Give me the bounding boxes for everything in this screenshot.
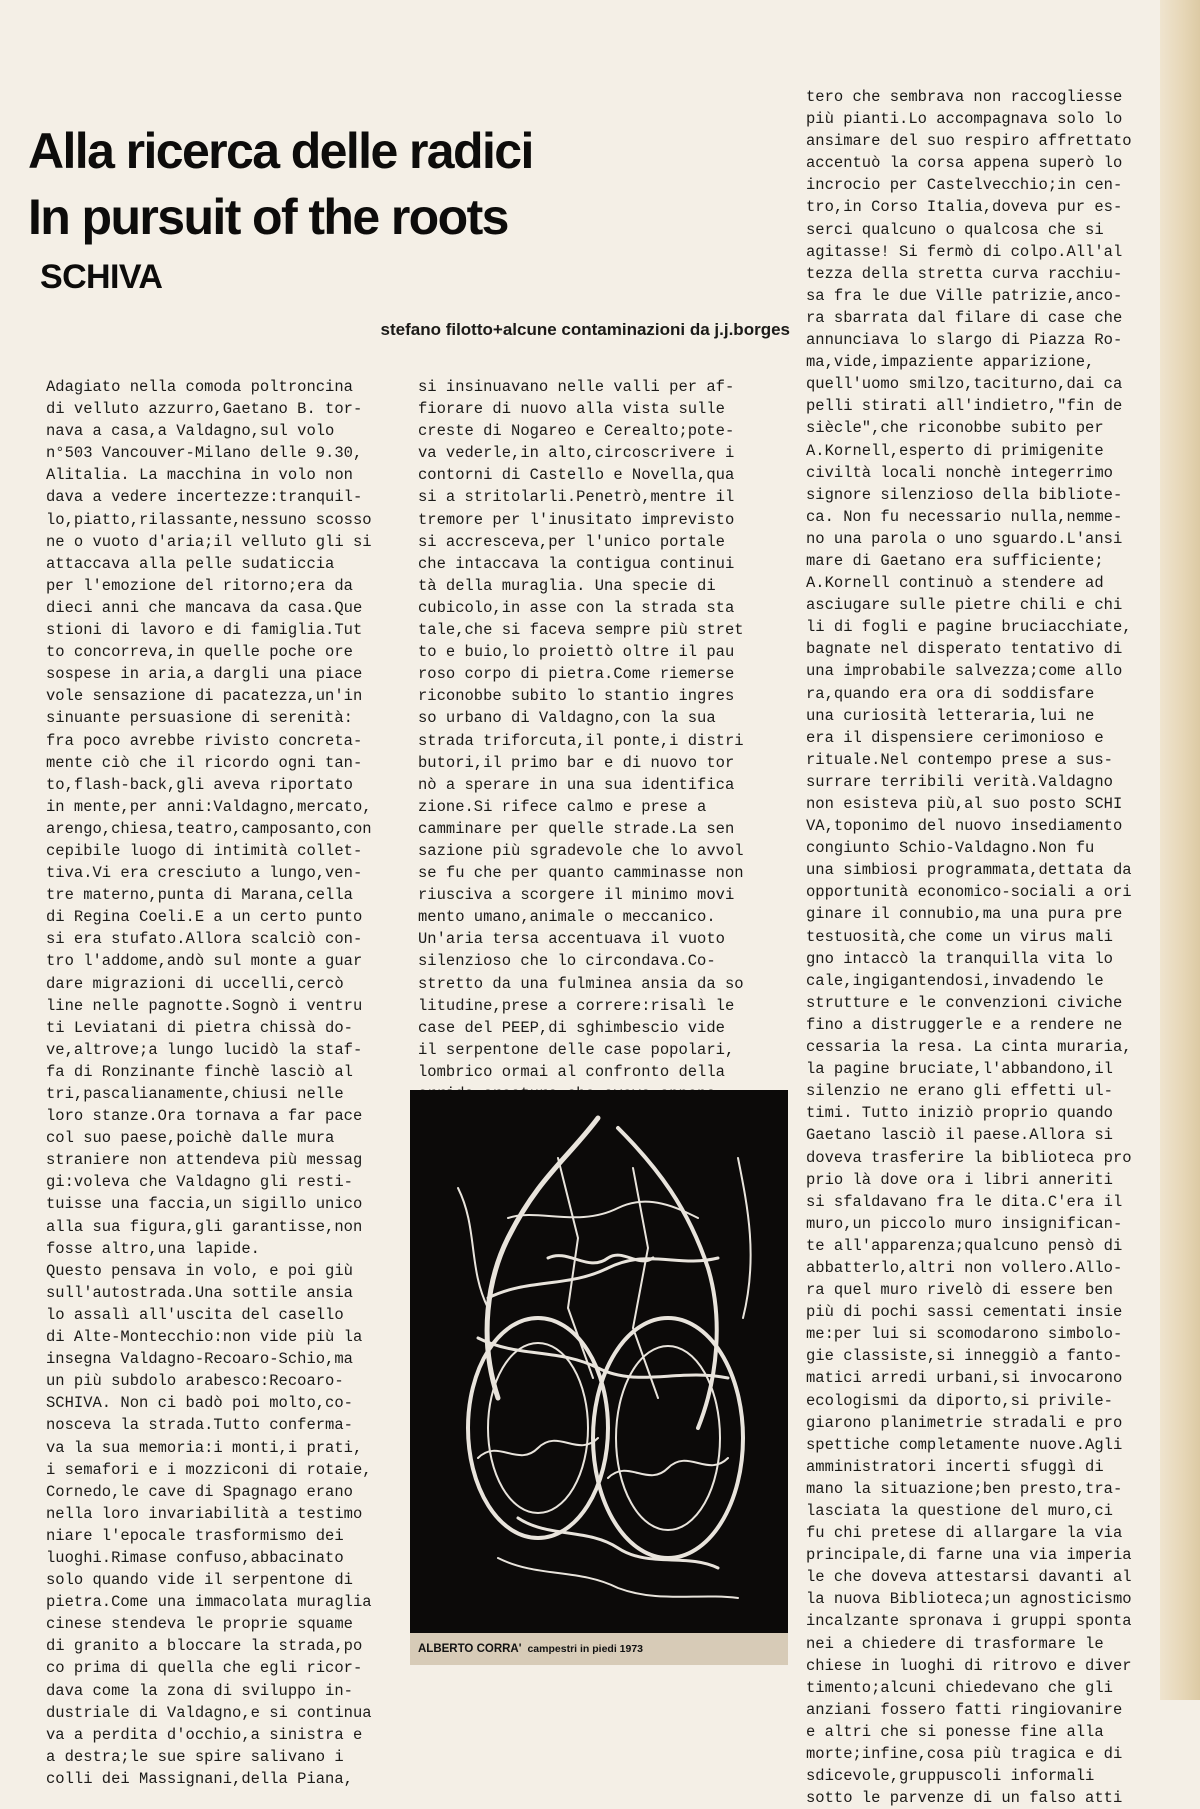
article-subtitle: SCHIVA	[40, 258, 163, 296]
artwork-caption	[410, 1633, 788, 1665]
caption-work-title: campestri in piedi 1973	[527, 1643, 644, 1655]
text-column-2: si insinuavano nelle valli per af- fiorare di nuovo alla vista sulle creste di Nogareo e Cerealto;pote- va vederle,in alto,circoscrivere i contorni di Castello e Novella,qua si a stritolarli.Penetrò,mentre il tremore per l'inusitato imprevisto si accresceva,per l'unico portale che intaccava la contigua continui tà della muraglia. Una specie di cubicolo,in asse con la strada sta tale,che si faceva sempre più stret to e buio,lo proiettò oltre il pau roso corpo di pietra.Come riemerse riconobbe subito lo stantio ingres so urbano di Valdagno,con la sua strada triforcuta,il ponte,i distri butori,il primo bar e di nuovo tor nò a sperare in una sua identifica zione.Si rifece calmo e prese a camminare per quelle strade.La sen sazione più sgradevole che lo avvol se fu che per quanto camminasse non riusciva a scorgere il minimo movi mento umano,animale o meccanico. Un'aria tersa accentuava il vuoto silenzioso che lo circondava.Co- stretto da una fulminea ansia da so litudine,prese a correre:risalì le case del PEEP,di sghimbescio vide il serpentone delle case popolari, lombrico ormai al confronto della	[418, 378, 744, 1081]
artwork-figure	[410, 1090, 788, 1665]
title-italian: Alla ricerca delle radici	[28, 123, 533, 179]
text-column-1: Adagiato nella comoda poltroncina di velluto azzurro,Gaetano B. tor- nava a casa,a Valdagno,sul volo n°503 Vancouver-Milano delle 9.30, Alitalia. La macchina in volo non dava a vedere incertezze:tranquil- lo,piatto,rilassante,nessuno scosso ne o vuoto d'aria;il velluto gli si attaccava alla pelle sudaticcia per l'emozione del ritorno;era da dieci anni che mancava da casa.Que stioni di lavoro e di famiglia.Tut to concorreva,in quelle poche ore sospese in aria,a dargli una piace vole sensazione di pacatezza,un'in sinuante persuasione di serenità: fra poco avrebbe rivisto concreta- mente ciò che il ricordo ogni tan- to,flash-back,gli aveva riportato in mente,per anni:Valdagno,mercato, arengo,chiesa,teatro,camposanto,con cepibile luogo di intimità collet- tiva.Vi era cresciuto a lungo,ven- tre materno,punta di Marana,cella di Regina Coeli.E a un certo punto si era stufato.Allora scalciò con- tro l'addome,andò sul monte a guar dare migrazioni di uccelli,cercò line nelle pagnotte.Sognò i ventru ti Leviatani di pietra chissà do- ve,altrove;a lungo lucidò la staf- fa di Ronzinante finchè lasciò al tri,pascalianamente,chiusi nelle loro stanze.Ora tornava a far pace col suo paese,poichè dalle mura straniere non attendeva più messag gi:voleva che Valdagno gli resti- tuisse una faccia,un sigillo unico alla sua figura,gli garantisse,non fosse altro,una lapide. Questo pensava in volo, e poi giù sull'autostrada.Una sottile ansia lo assalì all'uscita del casello di Alte-Montecchio:non vide più la insegna Valdagno-Recoaro-Schio,ma un più subdolo arabesco:Recoaro- SCHIVA. Non ci badò poi molto,co- nosceva la strada.Tutto conferma- va la sua memoria:i monti,i prati, i semafori e i mozziconi di rotaie, Cornedo,le cave di Spagnago erano nella loro invariabilità a testimo niare l'epocale trasformismo dei luoghi.Rimase confuso,abbacinato solo quando vide il serpentone di pietra.Come una immacolata muraglia cinese stendeva le proprie squame di granito a bloccare la strada,po co prima di quella che egli ricor- dava come la zona di sviluppo in- dustriale di Valdagno,e si continua va a perdita d'occhio,a sinistra e a destra;le sue spire salivano i colli dei Massignani,della Piana,	[46, 378, 372, 1788]
artwork-image	[418, 1098, 780, 1625]
text-column-3: tero che sembrava non raccogliesse più pianti.Lo accompagnava solo lo ansimare del suo respiro affrettato accentuò la corsa appena superò lo incrocio per Castelvecchio;in cen- tro,in Corso Italia,doveva pur es- serci qualcuno o qualcosa che si agitasse! Si fermò di colpo.All'al tezza della stretta curva racchiu- sa fra le due Ville patrizie,anco- ra sbarrata dal filare di case che annunciava lo slargo di Piazza Ro- ma,vide,impaziente apparizione, quell'uomo smilzo,taciturno,dai ca pelli stirati all'indietro,"fin de siècle",che riconobbe subito per A.Kornell,esperto di primigenite civiltà locali nonchè integerrimo signore silenzioso della bibliote- ca. Non fu necessario nulla,nemme- no una parola o uno sguardo.L'ansi mare di Gaetano era sufficiente; A.Kornell continuò a stendere ad asciugare sulle pietre chili e chi li di fogli e pagine bruciacchiate, bagnate nel disperato tentativo di una improbabile salvezza;come allo ra,quando era ora di soddisfare una curiosità letteraria,lui ne era il dispensiere cerimonioso e rituale.Nel contempo prese a sus- surrare terribili verità.Valdagno non esisteva più,al suo posto SCHI VA,toponimo del nuovo insediamento congiunto Schio-Valdagno.Non fu una simbiosi programmata,dettata da opportunità economico-sociali a ori ginare il connubio,ma una pura pre testuosità,che come un virus mali gno intaccò la tranquilla vita lo cale,ingigantendosi,invadendo le strutture e le convenzioni civiche fino a distruggerle e a rendere ne cessaria la resa. La cinta muraria, la pagine bruciate,l'abbandono,il silenzio ne erano gli effetti ul- timi. Tutto iniziò proprio quando Gaetano lasciò il paese.Allora si doveva trasferire la biblioteca pro prio là dove ora i libri anneriti si sfaldavano fra le dita.C'era il muro,un piccolo muro insignifican- te all'apparenza;qualcuno pensò di abbatterlo,altri non vollero.Allo- ra quel muro rivelò di essere ben più di pochi sassi cementati insie me:per lui si scomodarono simbolo- gie classiste,si inneggiò a fanto- matici arredi urbani,si invocarono ecologismi da diporto,si privile- giarono planimetrie stradali e pro spettiche completamente nuove.Agli amministratori incerti sfuggì di mano la situazione;ben presto,tra- lasciata la questione del muro,ci fu chi pretese di allargare la via principale,di farne una via imperia le che doveva attestarsi davanti al la nuova Biblioteca;un agnosticismo incalzante spronava i gruppi sponta nei a chiedere di trasformare le chiese in luoghi di ritrovo e diver timento;alcuni chiedevano che gli anziani fossero fatti ringiovanire e altri che si ponesse fine alla morte;infine,cosa più tragica e di sdicevole,gruppuscoli informali sotto le parvenze di un falso atti	[806, 88, 1132, 1808]
caption-artist: ALBERTO CORRA'	[418, 1643, 522, 1655]
title-english: In pursuit of the roots	[28, 189, 508, 245]
article-title	[28, 118, 798, 250]
article-byline: stefano filotto+alcune contaminazioni da j.j.borges	[380, 320, 790, 339]
